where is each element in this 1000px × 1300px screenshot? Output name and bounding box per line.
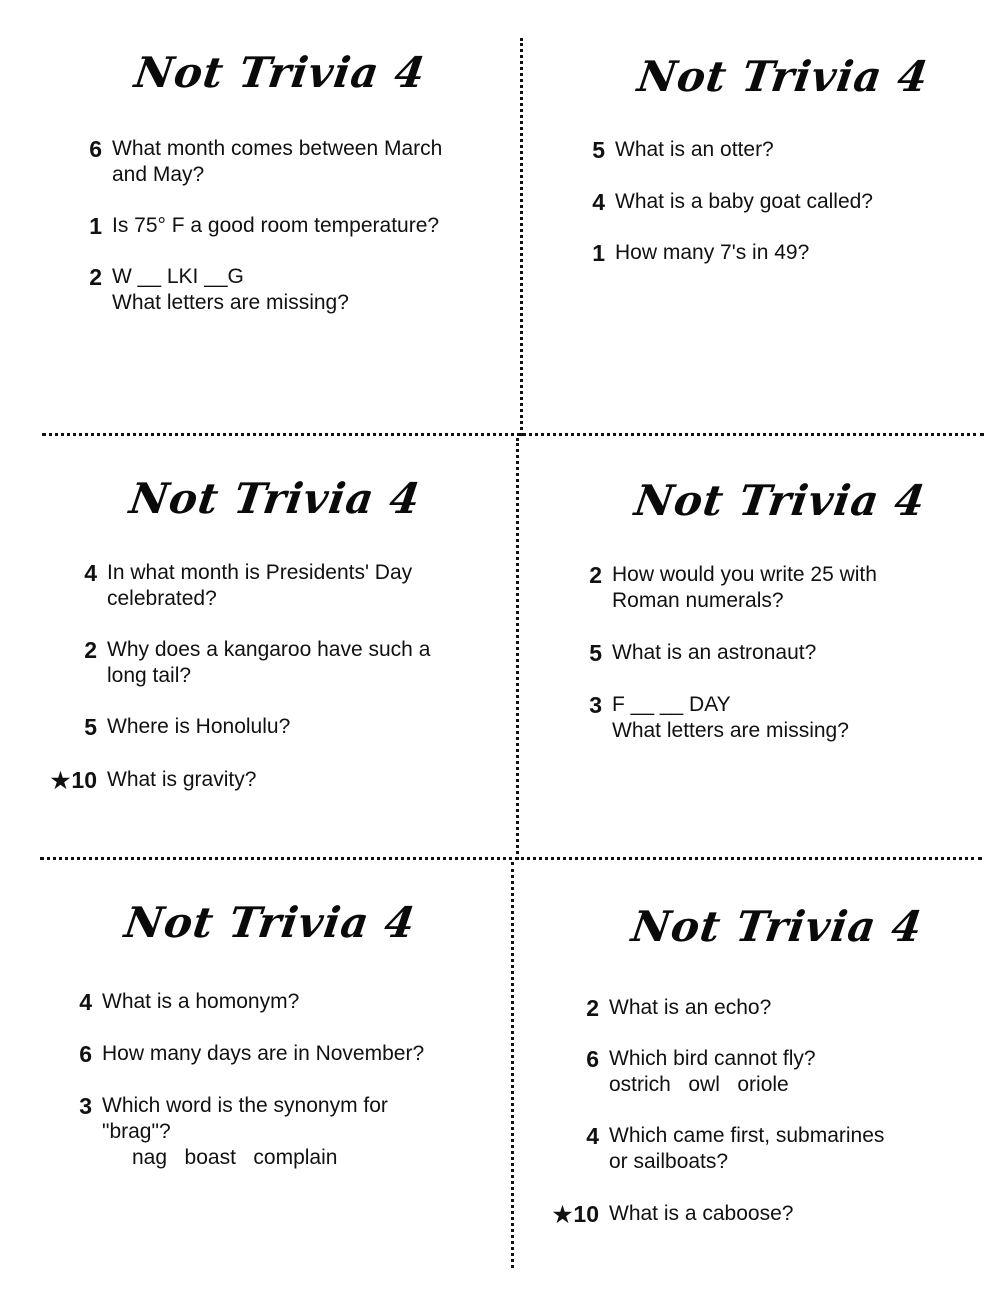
question-points: 1 xyxy=(592,240,605,266)
vertical-cut-line-middle xyxy=(516,438,519,860)
question-text: Which bird cannot fly? xyxy=(609,1047,816,1070)
question-text: or sailboats? xyxy=(609,1150,729,1173)
question-points: 2 xyxy=(589,562,602,588)
card-title: Not Trivia 4 xyxy=(634,52,932,101)
question-text: What is gravity? xyxy=(107,768,257,791)
horizontal-cut-line-2 xyxy=(40,857,982,860)
question-text: How many 7's in 49? xyxy=(615,241,810,264)
question-text: "brag"? xyxy=(102,1120,171,1143)
question-points: 10 xyxy=(71,767,97,793)
answer-choices: nag boast complain xyxy=(132,1146,338,1169)
question-text: What month comes between March xyxy=(112,137,443,160)
question-points: 3 xyxy=(79,1093,92,1119)
question-points: 5 xyxy=(592,137,605,163)
question-text: celebrated? xyxy=(107,587,217,610)
question-text: Why does a kangaroo have such a xyxy=(107,638,431,661)
question-text: What is an otter? xyxy=(615,138,774,161)
card-title: Not Trivia 4 xyxy=(628,902,926,951)
question-text: What is an echo? xyxy=(609,996,772,1019)
question-points: 2 xyxy=(84,637,97,663)
question-text: F __ __ DAY xyxy=(612,693,731,716)
question-text: What is an astronaut? xyxy=(612,641,817,664)
question-text: What letters are missing? xyxy=(612,719,849,742)
vertical-cut-line-bottom xyxy=(511,862,514,1268)
answer-choices: ostrich owl oriole xyxy=(609,1073,789,1096)
card-title: Not Trivia 4 xyxy=(121,898,419,947)
star-icon: ★ xyxy=(552,1202,573,1227)
question-text: How many days are in November? xyxy=(102,1042,425,1065)
question-points: 1 xyxy=(89,213,102,239)
question-text: What letters are missing? xyxy=(112,291,349,314)
question-text: How would you write 25 with xyxy=(612,563,877,586)
question-text: What is a baby goat called? xyxy=(615,190,873,213)
question-text: and May? xyxy=(112,163,205,186)
question-points: 4 xyxy=(84,560,97,586)
question-points: 5 xyxy=(589,640,602,666)
card-title: Not Trivia 4 xyxy=(131,48,429,97)
question-text: Roman numerals? xyxy=(612,589,784,612)
question-points: 2 xyxy=(586,995,599,1021)
question-text: In what month is Presidents' Day xyxy=(107,561,413,584)
card-title: Not Trivia 4 xyxy=(631,476,929,525)
question-points: 6 xyxy=(79,1041,92,1067)
question-text: W __ LKI __G xyxy=(112,265,244,288)
question-text: Which came first, submarines xyxy=(609,1124,885,1147)
question-points: 4 xyxy=(79,989,92,1015)
question-points: 2 xyxy=(89,264,102,290)
horizontal-cut-line-1 xyxy=(42,433,984,436)
question-points-bonus xyxy=(538,1201,599,1228)
question-text: Where is Honolulu? xyxy=(107,715,291,738)
question-points: 5 xyxy=(84,714,97,740)
star-icon: ★ xyxy=(50,768,71,793)
question-points: 3 xyxy=(589,692,602,718)
question-points: 6 xyxy=(89,136,102,162)
card-title: Not Trivia 4 xyxy=(126,474,424,523)
question-points: 4 xyxy=(586,1123,599,1149)
question-points: 4 xyxy=(592,189,605,215)
question-text: Is 75° F a good room temperature? xyxy=(112,214,440,237)
vertical-cut-line-top xyxy=(520,38,523,436)
question-text: What is a homonym? xyxy=(102,990,300,1013)
question-text: Which word is the synonym for xyxy=(102,1094,388,1117)
question-points-bonus xyxy=(36,767,97,794)
question-text: What is a caboose? xyxy=(609,1202,794,1225)
question-points: 10 xyxy=(573,1201,599,1227)
question-points: 6 xyxy=(586,1046,599,1072)
question-text: long tail? xyxy=(107,664,192,687)
